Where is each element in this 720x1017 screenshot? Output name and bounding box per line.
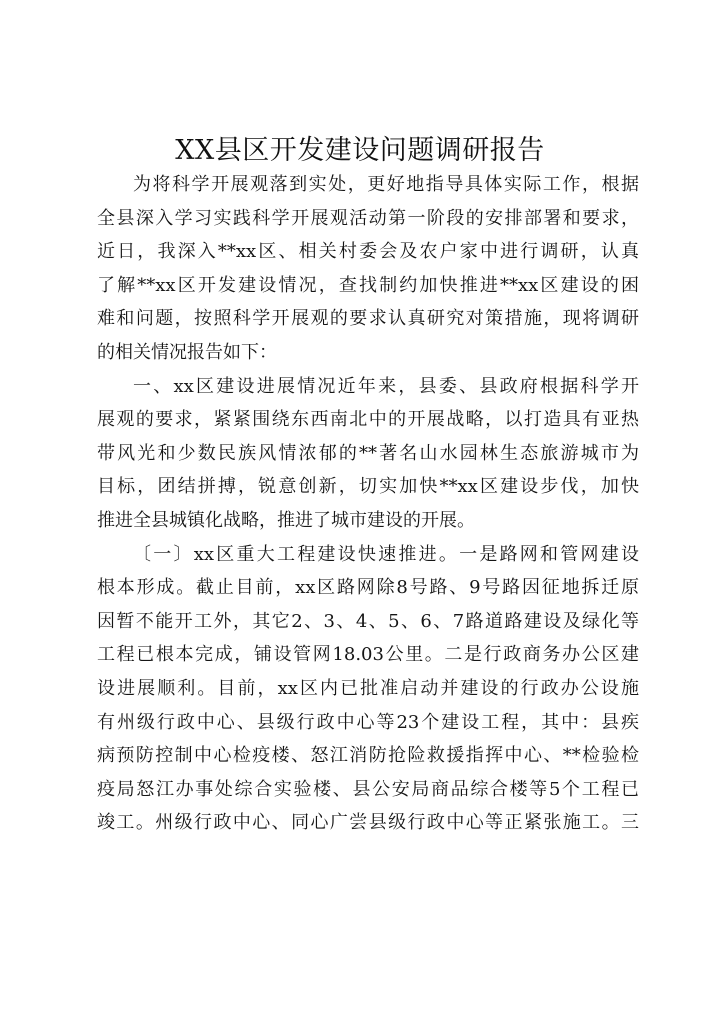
paragraph-3-line-4: 工程已根本完成，铺设管网18.03公里。二是行政商务办公区建	[97, 644, 639, 666]
paragraph-2-line-1: 一、xx区建设进展情况近年来，县委、县政府根据科学开	[133, 375, 639, 397]
paragraph-2-line-4: 目标，团结拼搏，锐意创新，切实加快**xx区建设步伐，加快	[97, 476, 639, 498]
document-title: XX县区开发建设问题调研报告	[175, 135, 545, 166]
paragraph-3-line-1: 〔一〕xx区重大工程建设快速推进。一是路网和管网建设	[133, 543, 639, 565]
paragraph-3-line-3: 因暂不能开工外，其它2、3、4、5、6、7路道路建设及绿化等	[97, 610, 639, 632]
paragraph-1-line-1: 为将科学开展观落到实处，更好地指导具体实际工作，根据	[133, 174, 639, 195]
document-body	[97, 168, 639, 840]
paragraph-3-line-8: 疫局怒江办事处综合实验楼、县公安局商品综合楼等5个工程已	[97, 778, 639, 800]
paragraph-1-line-5: 难和问题，按照科学开展观的要求认真研究对策措施，现将调研	[97, 308, 639, 330]
paragraph-1-line-3: 近日，我深入**xx区、相关村委会及农户家中进行调研，认真	[97, 241, 639, 263]
paragraph-2-line-3: 带风光和少数民族风情浓郁的**著名山水园林生态旅游城市为	[97, 442, 639, 464]
paragraph-3-line-5: 设进展顺利。目前，xx区内已批准启动并建设的行政办公设施	[97, 677, 639, 699]
paragraph-3-line-6: 有州级行政中心、县级行政中心等23个建设工程，其中：县疾	[97, 711, 639, 733]
paragraph-3-line-9: 竣工。州级行政中心、同心广尝县级行政中心等正紧张施工。三	[97, 812, 639, 834]
paragraph-1-line-6: 的相关情况报告如下：	[97, 341, 277, 363]
paragraph-1-line-2: 全县深入学习实践科学开展观活动第一阶段的安排部署和要求，	[97, 207, 639, 229]
paragraph-3-line-7: 病预防控制中心检疫楼、怒江消防抢险救援指挥中心、**检验检	[97, 745, 639, 767]
paragraph-2-line-5: 推进全县城镇化战略，推进了城市建设的开展。	[97, 509, 475, 531]
paragraph-1-line-4: 了解**xx区开发建设情况，查找制约加快推进**xx区建设的困	[97, 274, 639, 296]
paragraph-3-line-2: 根本形成。截止目前，xx区路网除8号路、9号路因征地拆迁原	[97, 577, 639, 599]
paragraph-2-line-2: 展观的要求，紧紧围绕东西南北中的开展战略，以打造具有亚热	[97, 409, 639, 431]
